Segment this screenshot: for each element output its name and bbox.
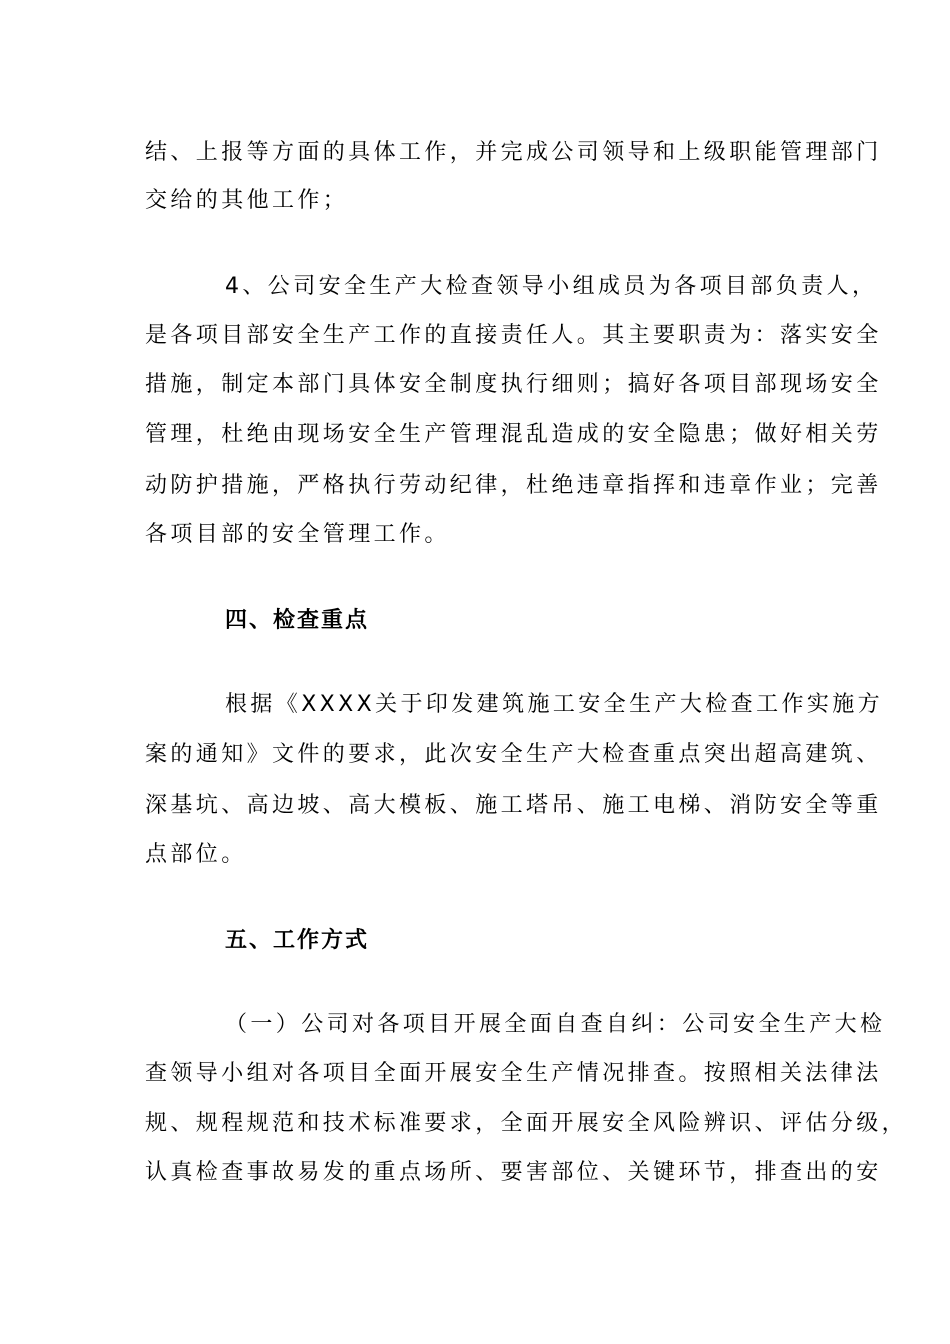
paragraph-line: 查领导小组对各项目全面开展安全生产情况排查。按照相关法律法 [145,1061,882,1086]
paragraph-line: 4、公司安全生产大检查领导小组成员为各项目部负责人， [225,274,878,299]
paragraph-line: 深基坑、高边坡、高大模板、施工塔吊、施工电梯、消防安全等重 [145,793,882,818]
paragraph-line: 规、规程规范和技术标准要求，全面开展安全风险辨识、评估分级， [145,1111,908,1136]
paragraph-line: 动防护措施，严格执行劳动纪律，杜绝违章指挥和违章作业；完善 [145,473,882,498]
paragraph-line: 管理，杜绝由现场安全生产管理混乱造成的安全隐患；做好相关劳 [145,422,882,447]
paragraph-line: 点部位。 [145,842,247,867]
section-heading: 五、工作方式 [225,928,370,953]
paragraph-line: 措施，制定本部门具体安全制度执行细则；搞好各项目部现场安全 [145,372,882,397]
paragraph-line: 交给的其他工作； [145,188,349,213]
paragraph-line: （一）公司对各项目开展全面自查自纠：公司安全生产大检 [225,1012,886,1037]
paragraph-line: 是各项目部安全生产工作的直接责任人。其主要职责为：落实安全 [145,323,882,348]
paragraph-line: 各项目部的安全管理工作。 [145,522,450,547]
section-heading: 四、检查重点 [225,608,370,633]
paragraph-line: 结、上报等方面的具体工作，并完成公司领导和上级职能管理部门 [145,140,882,165]
paragraph-line: 认真检查事故易发的重点场所、要害部位、关键环节，排查出的安 [145,1160,882,1185]
paragraph-line: 根据《XXXX关于印发建筑施工安全生产大检查工作实施方 [225,692,884,717]
paragraph-line: 案的通知》文件的要求，此次安全生产大检查重点突出超高建筑、 [145,742,882,767]
